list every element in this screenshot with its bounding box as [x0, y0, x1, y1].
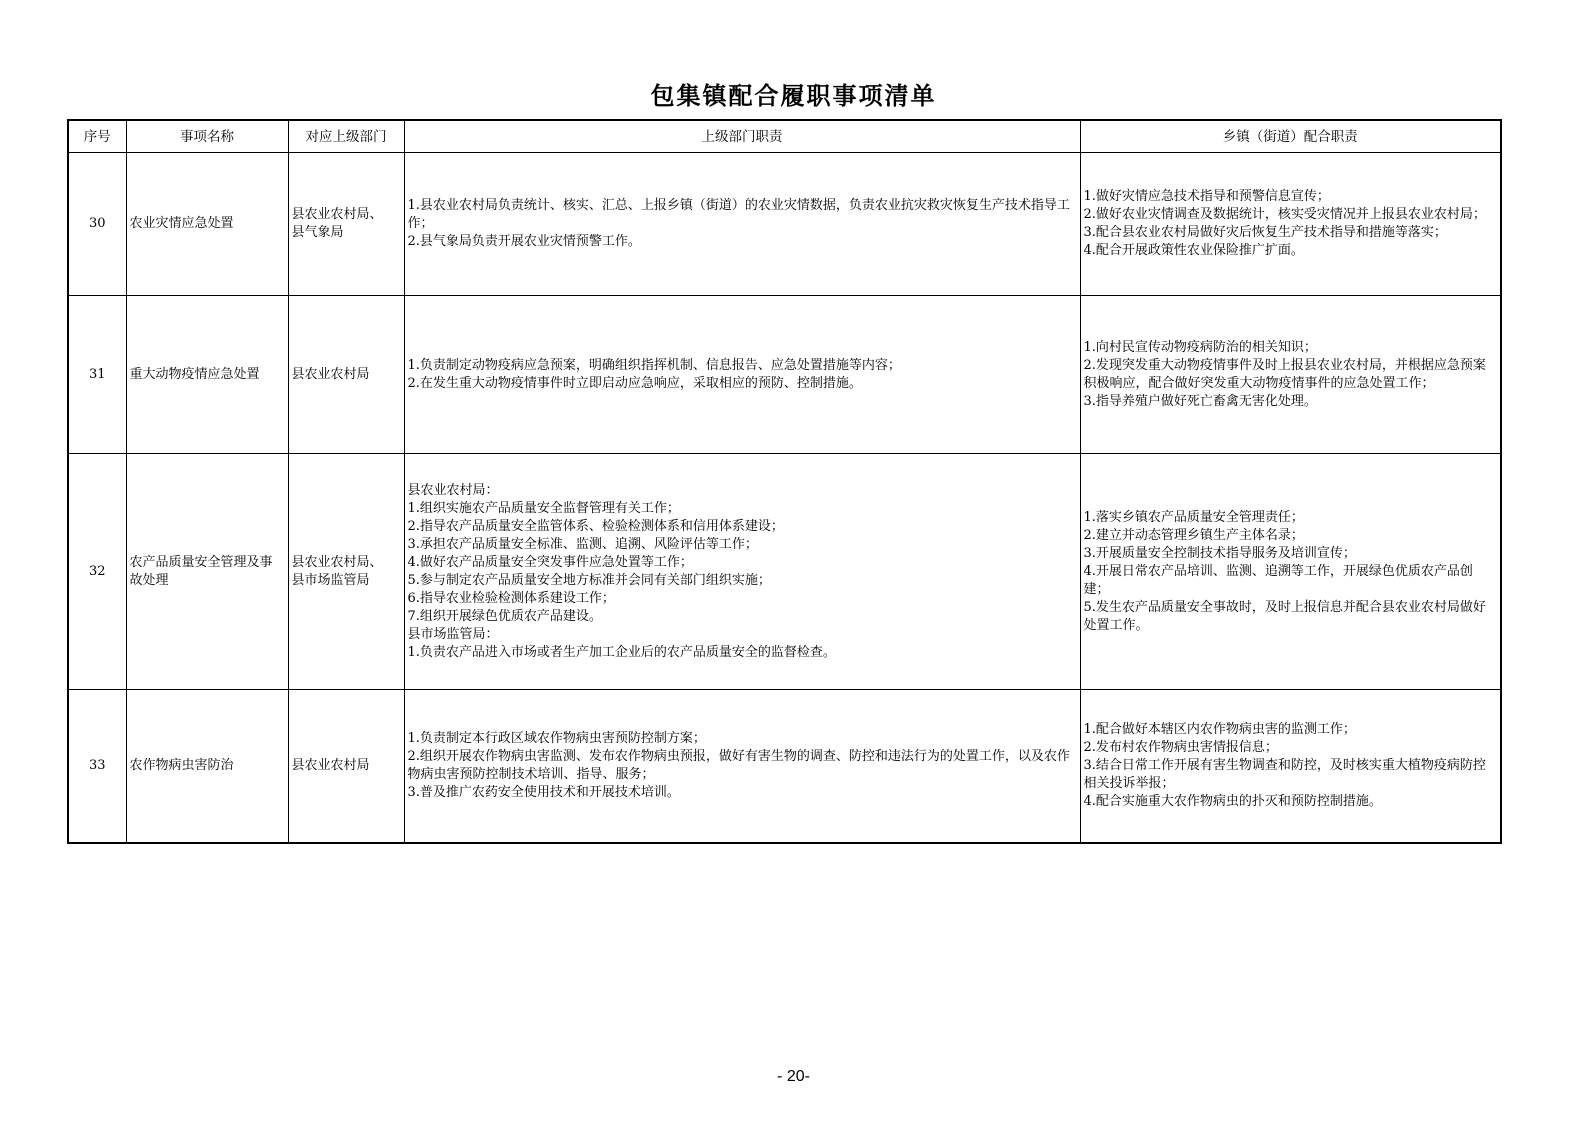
duty-line: 2.在发生重大动物疫情事件时立即启动应急响应，采取相应的预防、控制措施。: [407, 375, 862, 391]
duty-line: 3.指导养殖户做好死亡畜禽无害化处理。: [1083, 393, 1317, 409]
duty-line: 1.组织实施农产品质量安全监督管理有关工作；: [407, 500, 680, 516]
duty-line: 1.负责制定动物疫病应急预案，明确组织指挥机制、信息报告、应急处置措施等内容；: [407, 357, 901, 373]
duty-line: 3.结合日常工作开展有害生物调查和防控，及时核实重大植物疫病防控相关投诉举报；: [1083, 757, 1486, 791]
item-number: 33: [68, 690, 126, 843]
duty-line: 3.承担农产品质量安全标准、监测、追溯、风险评估等工作；: [407, 536, 758, 552]
item-department: [288, 153, 404, 296]
duty-line: 1.做好灾情应急技术指导和预警信息宣传；: [1083, 189, 1330, 204]
department-line: 县农业农村局: [291, 757, 370, 773]
duty-line: 6.指导农业检验检测体系建设工作；: [407, 590, 615, 606]
header-town-duty: 乡镇（街道）配合职责: [1080, 120, 1501, 153]
upper-duty: [404, 153, 1080, 296]
duty-line: 县市场监管局：: [407, 626, 499, 642]
item-name: 农产品质量安全管理及事故处理: [126, 454, 288, 690]
town-duty: [1080, 153, 1501, 296]
page-title: 包集镇配合履职事项清单: [650, 81, 937, 110]
item-department: [288, 296, 404, 454]
department-line: 县气象局: [291, 225, 344, 240]
duty-line: 1.落实乡镇农产品质量安全管理责任；: [1083, 509, 1304, 525]
upper-duty: [404, 296, 1080, 454]
town-duty: [1080, 454, 1501, 690]
duty-line: 2.县气象局负责开展农业灾情预警工作。: [407, 234, 641, 249]
item-name: 农作物病虫害防治: [126, 690, 288, 843]
duty-line: 5.参与制定农产品质量安全地方标准并会同有关部门组织实施；: [407, 572, 771, 588]
department-line: 县农业农村局、: [291, 207, 383, 222]
table-header-row: [68, 120, 1501, 153]
header-name: 事项名称: [126, 120, 288, 153]
department-line: 县农业农村局、: [291, 554, 383, 570]
duty-line: 7.组织开展绿色优质农产品建设。: [407, 608, 602, 624]
item-name: 农业灾情应急处置: [126, 153, 288, 296]
duty-line: 2.组织开展农作物病虫害监测、发布农作物病虫预报，做好有害生物的调查、防控和违法行为的处置工作，以及农作物病虫害预防控制技术培训、指导、服务；: [407, 748, 1070, 782]
duty-line: 3.普及推广农药安全使用技术和开展技术培训。: [407, 784, 680, 800]
item-number: 31: [68, 296, 126, 454]
duty-line: 1.向村民宣传动物疫病防治的相关知识；: [1083, 339, 1317, 355]
department-line: 县市场监管局: [291, 572, 370, 588]
duty-line: 3.开展质量安全控制技术指导服务及培训宣传；: [1083, 545, 1356, 561]
header-upper-duty: 上级部门职责: [404, 120, 1080, 153]
duty-line: 2.建立并动态管理乡镇生产主体名录；: [1083, 527, 1304, 543]
header-dept: 对应上级部门: [288, 120, 404, 153]
item-department: [288, 454, 404, 690]
item-department: [288, 690, 404, 843]
duty-line: 5.发生农产品质量安全事故时，及时上报信息并配合县农业农村局做好处置工作。: [1083, 599, 1486, 633]
table-row: [68, 454, 1501, 690]
table-row: [68, 153, 1501, 296]
town-duty: [1080, 296, 1501, 454]
duty-line: 3.配合县农业农村局做好灾后恢复生产技术指导和措施等落实；: [1083, 225, 1447, 240]
duty-line: 4.开展日常农产品培训、监测、追溯等工作，开展绿色优质农产品创建；: [1083, 563, 1473, 597]
upper-duty: [404, 454, 1080, 690]
duty-line: 1.县农业农村局负责统计、核实、汇总、上报乡镇（街道）的农业灾情数据，负责农业抗灾救灾恢复生产技术指导工作；: [407, 198, 1070, 231]
duty-line: 1.负责农产品进入市场或者生产加工企业后的农产品质量安全的监督检查。: [407, 644, 836, 660]
header-num: 序号: [68, 120, 126, 153]
duty-line: 2.发现突发重大动物疫情事件及时上报县农业农村局，并根据应急预案积极响应，配合做好突发重大动物疫情事件的应急处置工作；: [1083, 357, 1486, 391]
item-number: 30: [68, 153, 126, 296]
duty-line: 4.配合实施重大农作物病虫的扑灭和预防控制措施。: [1083, 793, 1382, 809]
page-number: - 20-: [777, 1068, 810, 1085]
duty-line: 2.指导农产品质量安全监管体系、检验检测体系和信用体系建设；: [407, 518, 784, 534]
department-line: 县农业农村局: [291, 366, 370, 382]
duty-line: 县农业农村局：: [407, 482, 499, 498]
duty-line: 2.发布村农作物病虫害情报信息；: [1083, 739, 1278, 755]
duty-line: 2.做好农业灾情调查及数据统计，核实受灾情况并上报县农业农村局；: [1083, 207, 1486, 222]
upper-duty: [404, 690, 1080, 843]
duty-line: 4.配合开展政策性农业保险推广扩面。: [1083, 243, 1304, 258]
table-row: [68, 296, 1501, 454]
duty-line: 1.负责制定本行政区域农作物病虫害预防控制方案；: [407, 730, 706, 746]
town-duty: [1080, 690, 1501, 843]
item-name: 重大动物疫情应急处置: [126, 296, 288, 454]
duty-line: 4.做好农产品质量安全突发事件应急处置等工作；: [407, 554, 693, 570]
duty-line: 1.配合做好本辖区内农作物病虫害的监测工作；: [1083, 721, 1356, 737]
duty-table: [67, 119, 1502, 844]
table-row: [68, 690, 1501, 843]
item-number: 32: [68, 454, 126, 690]
